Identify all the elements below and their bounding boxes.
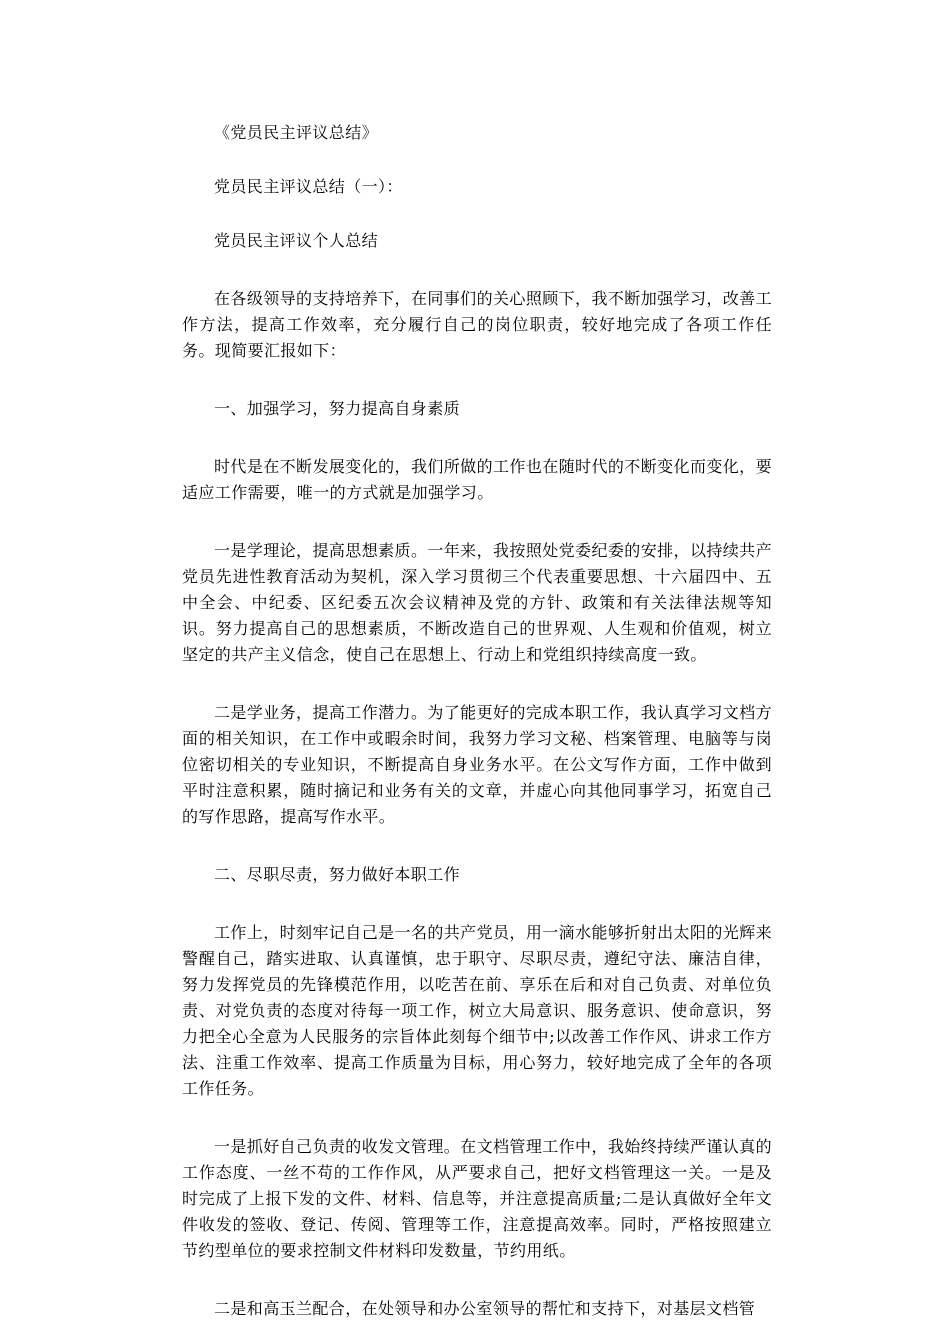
body-paragraph: 二是学业务，提高工作潜力。为了能更好的完成本职工作，我认真学习文档方面的相关知识，在工作中或暇余时间，我努力学习文秘、档案管理、电脑等与岗位密切相关的专业知识，不断提高自身业务水平。在公文写作方面，工作中做到平时注意积累，随时摘记和业务有关的文章，并虚心向其他同事学习，拓宽自己的写作思路，提高写作水平。 [182, 703, 772, 826]
body-paragraph: 在各级领导的支持培养下，在同事们的关心照顾下，我不断加强学习，改善工作方法，提高工作效率，充分履行自己的岗位职责，较好地完成了各项工作任务。现简要汇报如下： [182, 289, 772, 360]
body-paragraph: 一是抓好自己负责的收发文管理。在文档管理工作中，我始终持续严谨认真的工作态度、一丝不苟的工作作风，从严要求自己，把好文档管理这一关。一是及时完成了上报下发的文件、材料、信息等，并注意提高质量;二是认真做好全年文件收发的签收、登记、传阅、管理等工作，注意提高效率。同时，严格按照建立节约型单位的要求控制文件材料印发数量，节约用纸。 [182, 1137, 772, 1260]
section-heading: 党员民主评议总结（一）： [214, 177, 403, 196]
section-heading: 一、加强学习，努力提高自身素质 [214, 399, 461, 418]
body-paragraph: 工作上，时刻牢记自己是一名的共产党员，用一滴水能够折射出太阳的光辉来警醒自己，踏实进取、认真谨慎，忠于职守、尽职尽责，遵纪守法、廉洁自律，努力发挥党员的先锋模范作用，以吃苦在前、享乐在后和对自己负责、对单位负责、对党负责的态度对待每一项工作，树立大局意识、服务意识、使命意识，努力把全心全意为人民服务的宗旨体此刻每个细节中;以改善工作作风、讲求工作方法、注重工作效率、提高工作质量为目标，用心努力，较好地完成了全年的各项工作任务。 [182, 923, 772, 1098]
subsection-heading: 党员民主评议个人总结 [214, 231, 379, 250]
body-paragraph: 时代是在不断发展变化的，我们所做的工作也在随时代的不断变化而变化，要适应工作需要，唯一的方式就是加强学习。 [182, 457, 772, 502]
document-title: 《党员民主评议总结》 [214, 123, 379, 142]
body-paragraph: 一是学理论，提高思想素质。一年来，我按照处党委纪委的安排，以持续共产党员先进性教育活动为契机，深入学习贯彻三个代表重要思想、十六届四中、五中全会、中纪委、区纪委五次会议精神及党的方针、政策和有关法律法规等知识。努力提高自己的思想素质，不断改造自己的世界观、人生观和价值观，树立坚定的共产主义信念，使自己在思想上、行动上和党组织持续高度一致。 [182, 541, 772, 664]
document-body [182, 120, 772, 1322]
section-heading: 二、尽职尽责，努力做好本职工作 [214, 865, 461, 884]
body-paragraph: 二是和高玉兰配合，在处领导和办公室领导的帮忙和支持下，对基层文档管 [214, 1299, 756, 1318]
